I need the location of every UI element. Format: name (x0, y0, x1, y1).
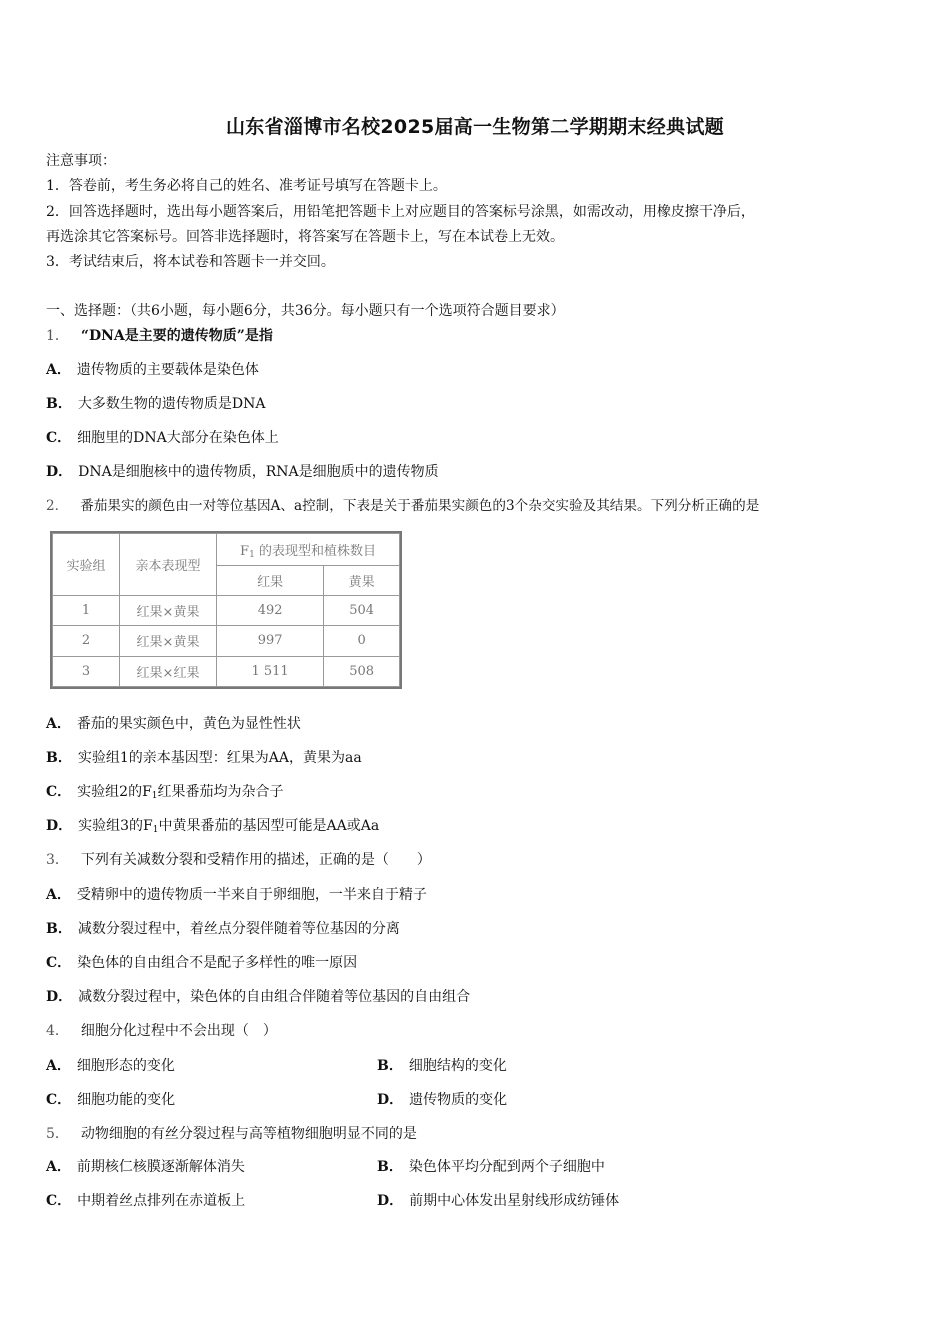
option-text: 细胞结构的变化 (408, 1058, 507, 1074)
option-label: B． (46, 396, 72, 412)
option-label: B． (46, 921, 72, 937)
option-label: C． (46, 955, 72, 971)
q3-option-d[interactable] (46, 988, 470, 1006)
option-text-post: 中黄果番茄的基因型可能是AA或Aa (158, 818, 380, 834)
option-subscript: 1 (151, 791, 158, 801)
question-stem: 细胞分化过程中不会出现（ ） (80, 1023, 277, 1039)
option-text-pre: 实验组3的F (78, 818, 153, 834)
table-row (53, 626, 400, 656)
q1-option-d[interactable] (46, 463, 439, 481)
option-label: C． (46, 784, 72, 800)
question-3 (46, 851, 431, 869)
q3-option-a[interactable] (46, 886, 427, 904)
option-text: DNA是细胞核中的遗传物质，RNA是细胞质中的遗传物质 (78, 464, 439, 480)
notice-item: 再选涂其它答案标号。回答非选择题时，将答案写在答题卡上，写在本试卷上无效。 (46, 229, 564, 245)
option-label: A． (46, 887, 71, 903)
cell-parent: 红果×黄果 (120, 626, 217, 656)
option-subscript: 1 (152, 825, 159, 835)
option-text: 细胞功能的变化 (77, 1092, 176, 1108)
option-label: B． (377, 1159, 403, 1175)
option-label: D． (46, 818, 73, 834)
option-text: 番茄的果实颜色中，黄色为显性性状 (76, 716, 301, 732)
cell-red: 997 (217, 626, 324, 656)
cell-red: 1 511 (217, 656, 324, 686)
header-parent: 亲本表现型 (120, 534, 217, 596)
option-text: 受精卵中的遗传物质一半来自于卵细胞，一半来自于精子 (76, 887, 427, 903)
option-text: 染色体的自由组合不是配子多样性的唯一原因 (77, 955, 358, 971)
option-label: A． (46, 362, 71, 378)
table-row (53, 656, 400, 686)
q5-option-c[interactable] (46, 1192, 245, 1210)
cell-parent: 红果×红果 (120, 656, 217, 686)
question-number: 2． (46, 498, 69, 514)
header-f1 (217, 534, 400, 566)
q1-option-a[interactable] (46, 361, 259, 379)
header-red: 红果 (217, 566, 324, 596)
option-label: A． (46, 1159, 71, 1175)
option-label: C． (46, 430, 72, 446)
question-1 (46, 327, 273, 345)
option-text: 细胞形态的变化 (76, 1058, 175, 1074)
question-2 (46, 497, 759, 515)
notice-item: 1．答卷前，考生务必将自己的姓名、准考证号填写在答题卡上。 (46, 178, 447, 194)
q1-option-b[interactable] (46, 395, 265, 413)
option-label: B． (377, 1058, 403, 1074)
notice-item: 2．回答选择题时，选出每小题答案后，用铅笔把答题卡上对应题目的答案标号涂黑，如需改动，用橡皮擦干净后， (46, 204, 755, 220)
page-title: 山东省淄博市名校2025届高一生物第二学期期末经典试题 (226, 116, 724, 138)
question-5 (46, 1125, 417, 1143)
cell-yellow: 508 (324, 656, 400, 686)
question-stem: “DNA是主要的遗传物质”是指 (80, 328, 273, 344)
q5-option-d[interactable] (377, 1192, 619, 1210)
header-group: 实验组 (53, 534, 120, 596)
question-stem: 动物细胞的有丝分裂过程与高等植物细胞明显不同的是 (80, 1126, 417, 1142)
q5-option-a[interactable] (46, 1158, 245, 1176)
header-yellow: 黄果 (324, 566, 400, 596)
option-label: C． (46, 1193, 72, 1209)
f1-subscript: 1 (249, 549, 255, 560)
option-text: 中期着丝点排列在赤道板上 (77, 1193, 246, 1209)
option-text: 细胞里的DNA大部分在染色体上 (77, 430, 279, 446)
notice-heading: 注意事项： (46, 153, 116, 169)
results-table (50, 531, 402, 689)
question-number: 4． (46, 1023, 69, 1039)
q2-option-d[interactable] (46, 817, 379, 839)
question-number: 5． (46, 1126, 69, 1142)
q4-option-d[interactable] (377, 1091, 507, 1109)
option-text-post: 红果番茄均为杂合子 (157, 784, 284, 800)
q4-option-b[interactable] (377, 1057, 507, 1075)
option-label: D． (377, 1092, 404, 1108)
option-label: B． (46, 750, 72, 766)
option-label: D． (46, 464, 73, 480)
option-text: 大多数生物的遗传物质是DNA (77, 396, 266, 412)
q3-option-b[interactable] (46, 920, 400, 938)
question-stem: 下列有关减数分裂和受精作用的描述，正确的是（ ） (80, 852, 431, 868)
option-text: 减数分裂过程中，染色体的自由组合伴随着等位基因的自由组合 (78, 989, 471, 1005)
option-text: 遗传物质的变化 (409, 1092, 508, 1108)
option-label: C． (46, 1092, 72, 1108)
cell-group: 1 (53, 596, 120, 626)
q5-option-b[interactable] (377, 1158, 605, 1176)
q4-option-c[interactable] (46, 1091, 175, 1109)
option-label: D． (377, 1193, 404, 1209)
option-text: 染色体平均分配到两个子细胞中 (408, 1159, 605, 1175)
option-label: D． (46, 989, 73, 1005)
f1-letter: F (240, 543, 250, 559)
q3-option-c[interactable] (46, 954, 357, 972)
question-number: 1． (46, 328, 69, 344)
cell-group: 2 (53, 626, 120, 656)
notice-item: 3．考试结束后，将本试卷和答题卡一并交回。 (46, 254, 335, 270)
cell-parent: 红果×黄果 (120, 596, 217, 626)
cell-yellow: 0 (324, 626, 400, 656)
option-text: 实验组1的亲本基因型：红果为AA，黄果为aa (77, 750, 362, 766)
q2-option-c[interactable] (46, 783, 284, 805)
cell-group: 3 (53, 656, 120, 686)
question-number: 3． (46, 852, 69, 868)
option-text: 前期核仁核膜逐渐解体消失 (76, 1159, 245, 1175)
option-text: 减数分裂过程中，着丝点分裂伴随着等位基因的分离 (77, 921, 400, 937)
option-label: A． (46, 1058, 71, 1074)
cell-red: 492 (217, 596, 324, 626)
q1-option-c[interactable] (46, 429, 279, 447)
q2-option-b[interactable] (46, 749, 362, 767)
q2-option-a[interactable] (46, 715, 301, 733)
option-text-pre: 实验组2的F (77, 784, 152, 800)
question-4 (46, 1022, 277, 1040)
option-label: A． (46, 716, 71, 732)
q4-option-a[interactable] (46, 1057, 175, 1075)
question-stem: 番茄果实的颜色由一对等位基因A、a控制，下表是关于番茄果实颜色的3个杂交实验及其结果。下列分析正确的是 (80, 498, 760, 514)
f1-caption: 的表现型和植株数目 (254, 543, 376, 559)
cell-yellow: 504 (324, 596, 400, 626)
option-text: 前期中心体发出星射线形成纺锤体 (409, 1193, 620, 1209)
option-text: 遗传物质的主要载体是染色体 (76, 362, 259, 378)
table-row (53, 596, 400, 626)
section-heading: 一、选择题：（共6小题，每小题6分，共36分。每小题只有一个选项符合题目要求） (46, 303, 565, 319)
